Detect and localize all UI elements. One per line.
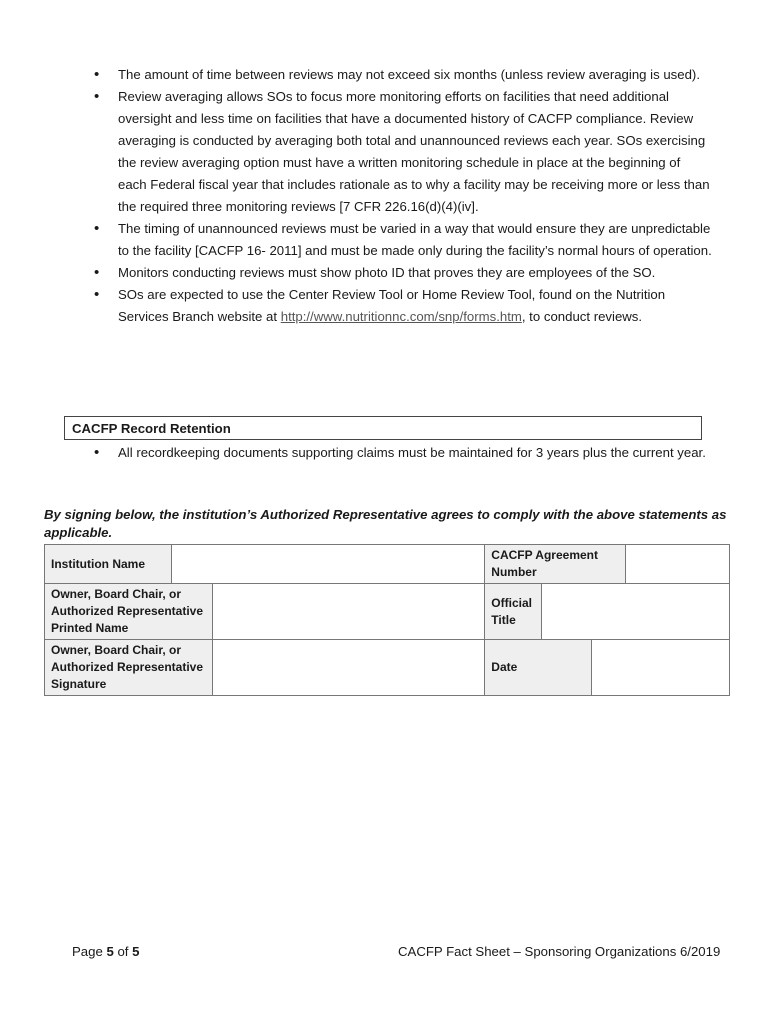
list-item: • The timing of unannounced reviews must be varied in a way that would ensure they are unpredictable to the facility [CACFP 16- 2011] and must be made only during the facility’s normal hours of operation. — [92, 218, 712, 262]
date-field[interactable] — [592, 640, 730, 696]
forms-link[interactable]: http://www.nutritionnc.com/snp/forms.htm — [280, 309, 522, 324]
footer-title: CACFP Fact Sheet – Sponsoring Organizations 6/2019 — [398, 944, 721, 959]
page-prefix: Page — [72, 944, 107, 959]
signature-label: Owner, Board Chair, or Authorized Representative Signature — [45, 640, 213, 696]
page-total: 5 — [132, 944, 140, 959]
review-requirements-list — [92, 64, 712, 328]
tool-bullet-text: SOs are expected to use the Center Review Tool or Home Review Tool, found on the Nutrition Services Branch website at — [118, 287, 666, 324]
signature-form-table — [44, 544, 730, 696]
agreement-number-field[interactable] — [626, 545, 730, 584]
date-label: Date — [485, 640, 592, 696]
page-current: 5 — [106, 944, 114, 959]
agreement-number-label: CACFP Agreement Number — [485, 545, 626, 584]
signature-field[interactable] — [212, 640, 484, 696]
printed-name-field[interactable] — [212, 584, 484, 640]
tool-bullet-tail: , to conduct reviews. — [521, 309, 643, 324]
institution-name-field[interactable] — [171, 545, 484, 584]
printed-name-label: Owner, Board Chair, or Authorized Representative Printed Name — [45, 584, 213, 640]
institution-name-label: Institution Name — [45, 545, 172, 584]
list-item: • The amount of time between reviews may not exceed six months (unless review averaging is used). — [92, 64, 712, 86]
list-item: • All recordkeeping documents supporting claims must be maintained for 3 years plus the current year. — [92, 442, 712, 464]
official-title-label: Official Title — [485, 584, 542, 640]
record-retention-heading: CACFP Record Retention — [64, 416, 702, 440]
signature-statement: By signing below, the institution’s Authorized Representative agrees to comply with the above statements as applicable. — [44, 507, 727, 540]
official-title-field[interactable] — [542, 584, 730, 640]
list-item: • Monitors conducting reviews must show photo ID that proves they are employees of the SO. — [92, 262, 712, 284]
page-of: of — [113, 944, 133, 959]
record-retention-list — [92, 442, 712, 464]
page-number — [72, 944, 139, 959]
list-item: • Review averaging allows SOs to focus more monitoring efforts on facilities that need additional oversight and less time on facilities that have a documented history of CACFP compliance. Review averaging is conducted by averaging both total and unannounced reviews each year. SOs exercising the review averaging option must have a written monitoring schedule in place at the beginning of each Federal fiscal year that includes rationale as to why a facility may be receiving more or less than the required three monitoring reviews [7 CFR 226.16(d)(4)(iv]. — [92, 86, 712, 218]
list-item — [92, 284, 712, 328]
